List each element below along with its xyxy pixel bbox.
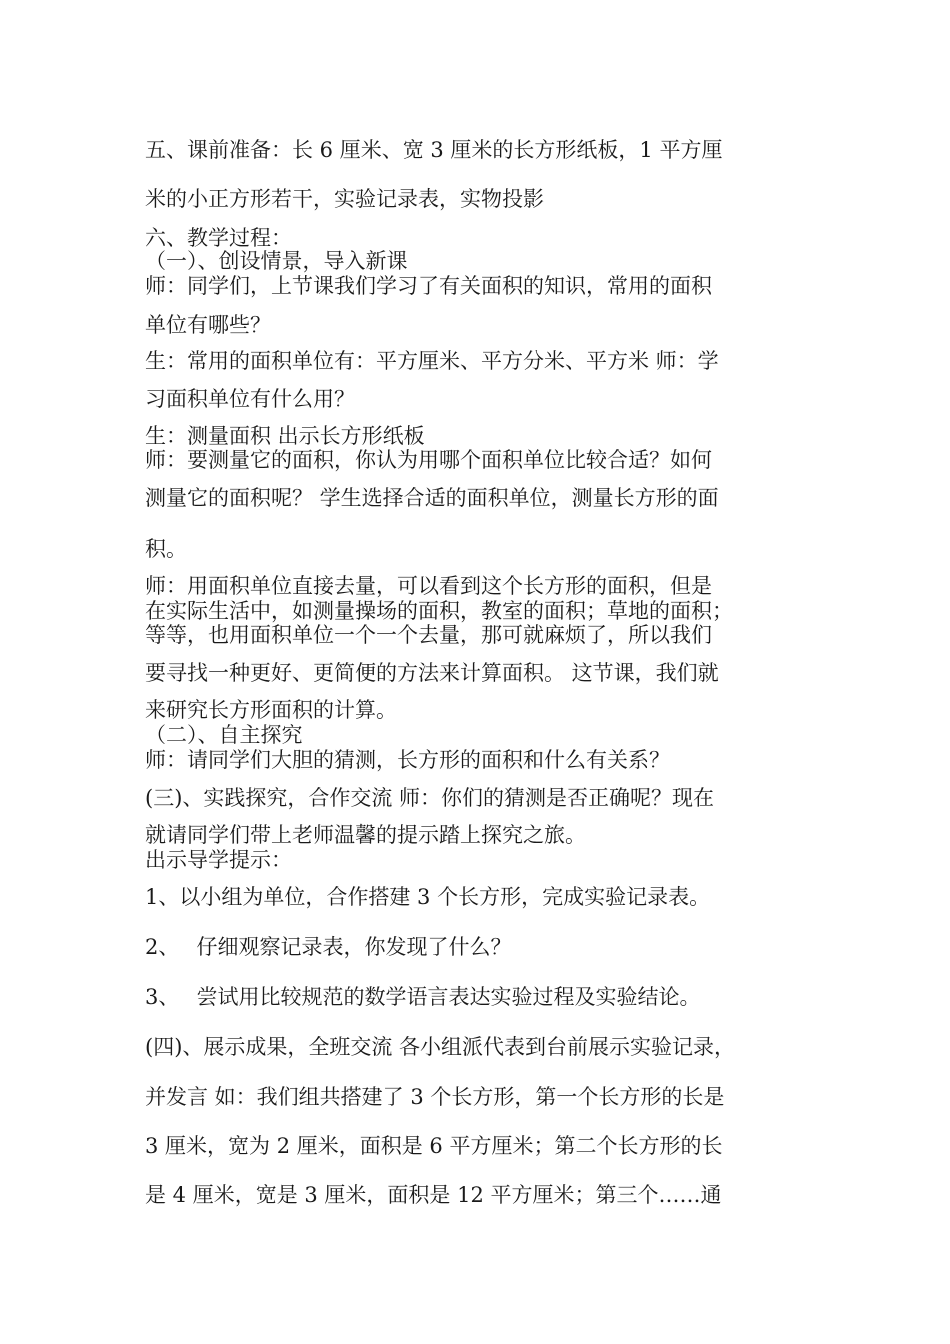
text-line: （二）、自主探究: [145, 723, 303, 747]
text-line: 测量它的面积呢？ 学生选择合适的面积单位，测量长方形的面: [145, 486, 719, 510]
text-line: 师：要测量它的面积，你认为用哪个面积单位比较合适？如何: [145, 448, 712, 472]
text-line: 3 厘米，宽为 2 厘米，面积是 6 平方厘米；第二个长方形的长: [145, 1134, 723, 1158]
text-line: 来研究长方形面积的计算。: [145, 698, 397, 722]
text-line: 3、 尝试用比较规范的数学语言表达实验过程及实验结论。: [145, 985, 701, 1009]
text-line: (四)、展示成果，全班交流 各小组派代表到台前展示实验记录，: [145, 1035, 736, 1059]
text-line: 并发言 如：我们组共搭建了 3 个长方形，第一个长方形的长是: [145, 1085, 725, 1109]
text-line: 生：常用的面积单位有：平方厘米、平方分米、平方米 师：学: [145, 349, 719, 373]
text-line: 师：请同学们大胆的猜测，长方形的面积和什么有关系？: [145, 748, 670, 772]
text-line: 单位有哪些？: [145, 313, 271, 337]
text-line: 要寻找一种更好、更简便的方法来计算面积。 这节课，我们就: [145, 661, 719, 685]
text-line: 积。: [145, 537, 187, 561]
text-line: (三)、实践探究，合作交流 师：你们的猜测是否正确呢？现在: [145, 786, 715, 810]
text-line: 2、 仔细观察记录表，你发现了什么？: [145, 935, 512, 959]
text-line: 1、以小组为单位，合作搭建 3 个长方形，完成实验记录表。: [145, 885, 711, 909]
text-line: 师：用面积单位直接去量，可以看到这个长方形的面积，但是: [145, 574, 712, 598]
text-line: （一）、创设情景，导入新课: [145, 249, 408, 273]
text-line: 师：同学们，上节课我们学习了有关面积的知识，常用的面积: [145, 274, 712, 298]
text-line: 在实际生活中，如测量操场的面积，教室的面积；草地的面积；: [145, 599, 733, 623]
text-line: 就请同学们带上老师温馨的提示踏上探究之旅。: [145, 823, 586, 847]
text-line: 是 4 厘米，宽是 3 厘米，面积是 12 平方厘米；第三个……通: [145, 1183, 722, 1207]
text-line: 出示导学提示：: [145, 848, 292, 872]
text-line: 六、教学过程：: [145, 226, 292, 250]
text-line: 等等，也用面积单位一个一个去量，那可就麻烦了，所以我们: [145, 623, 712, 647]
text-line: 米的小正方形若干，实验记录表，实物投影: [145, 187, 544, 211]
text-line: 生：测量面积 出示长方形纸板: [145, 424, 425, 448]
text-line: 习面积单位有什么用？: [145, 387, 355, 411]
text-line: 五、课前准备：长 6 厘米、宽 3 厘米的长方形纸板，1 平方厘: [145, 138, 723, 162]
